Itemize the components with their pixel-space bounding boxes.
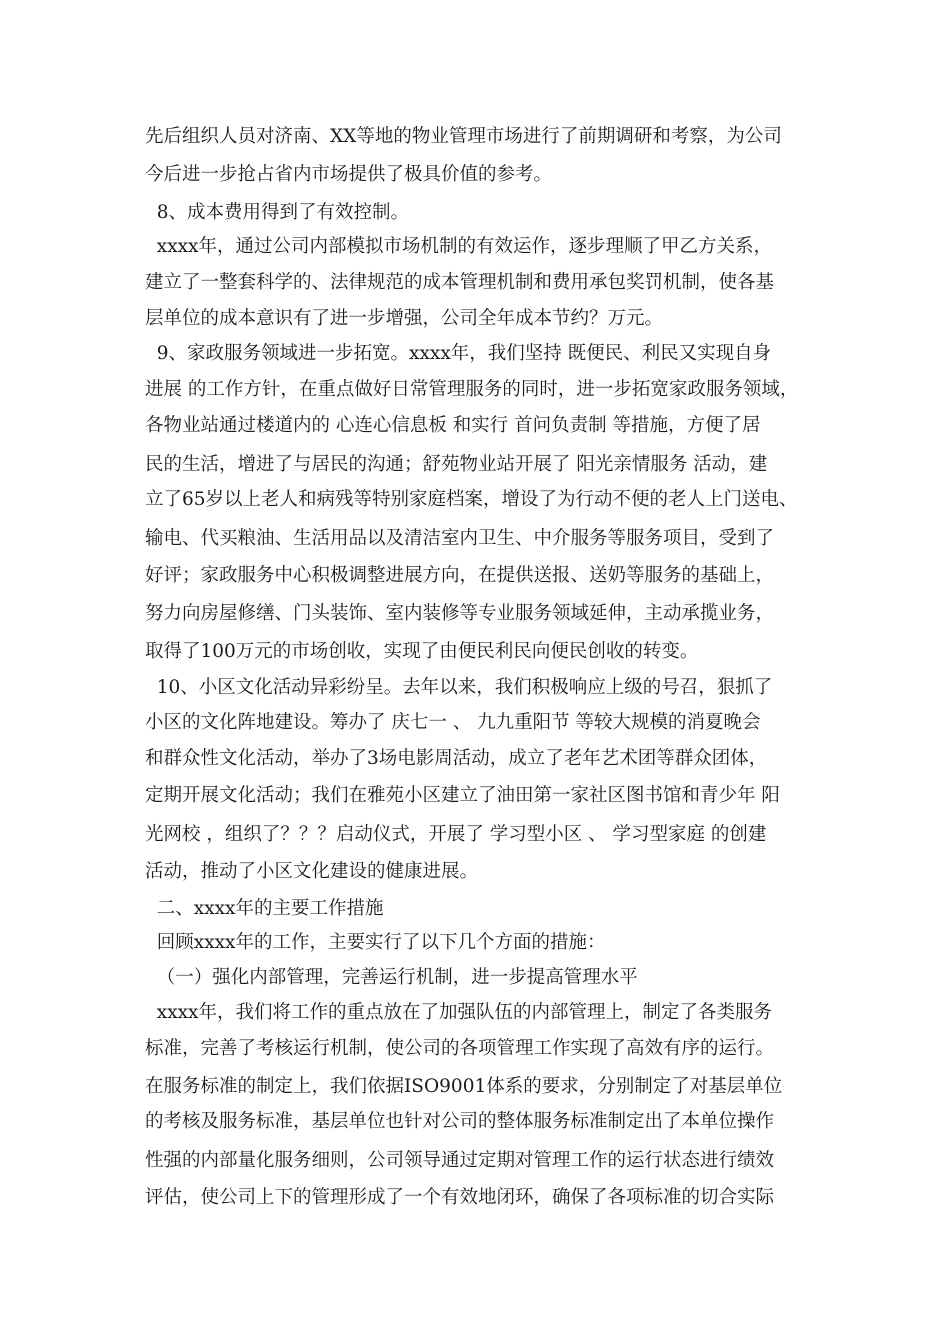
text-line: 在服务标准的制定上，我们依据ISO9001体系的要求，分别制定了对基层单位 — [145, 1076, 783, 1097]
text-line: 回顾xxxx年的工作，主要实行了以下几个方面的措施： — [145, 932, 606, 953]
text-line: 先后组织人员对济南、XX等地的物业管理市场进行了前期调研和考察，为公司 — [145, 126, 782, 147]
text-line: 民的生活，增进了与居民的沟通；舒苑物业站开展了 阳光亲情服务 活动，建 — [145, 454, 768, 475]
text-line: 定期开展文化活动；我们在雅苑小区建立了油田第一家社区图书馆和青少年 阳 — [145, 785, 780, 806]
text-line: 9、家政服务领域进一步拓宽。xxxx年，我们坚持 既便民、利民又实现自身 — [145, 343, 772, 364]
text-line: 10、小区文化活动异彩纷呈。去年以来，我们积极响应上级的号召，狠抓了 — [145, 677, 773, 698]
text-line: 好评；家政服务中心积极调整进展方向，在提供送报、送奶等服务的基础上， — [145, 565, 775, 586]
text-line: 层单位的成本意识有了进一步增强，公司全年成本节约？万元。 — [145, 308, 664, 329]
text-line: 标准，完善了考核运行机制，使公司的各项管理工作实现了高效有序的运行。 — [145, 1038, 775, 1059]
text-line: 今后进一步抢占省内市场提供了极具价值的参考。 — [145, 164, 553, 185]
text-line: 努力向房屋修缮、门头装饰、室内装修等专业服务领域延伸，主动承揽业务， — [145, 603, 775, 624]
text-line: 建立了一整套科学的、法律规范的成本管理机制和费用承包奖罚机制，使各基 — [145, 272, 775, 293]
text-line: 活动，推动了小区文化建设的健康进展。 — [145, 861, 479, 882]
text-line: 和群众性文化活动，举办了3场电影周活动，成立了老年艺术团等群众团体， — [145, 748, 768, 769]
text-line: 各物业站通过楼道内的 心连心信息板 和实行 首问负责制 等措施，方便了居 — [145, 415, 761, 436]
text-line: xxxx年，我们将工作的重点放在了加强队伍的内部管理上，制定了各类服务 — [145, 1002, 772, 1023]
section-heading: 二、xxxx年的主要工作措施 — [145, 898, 384, 919]
text-line: 进展 的工作方针，在重点做好日常管理服务的同时，进一步拓宽家政服务领域， — [145, 379, 799, 400]
text-line: 评估，使公司上下的管理形成了一个有效地闭环，确保了各项标准的切合实际 — [145, 1187, 775, 1208]
text-line: 立了65岁以上老人和病残等特别家庭档案，增设了为行动不便的老人上门送电、 — [145, 489, 798, 510]
text-line: 8、成本费用得到了有效控制。 — [145, 202, 410, 223]
subsection-heading: （一）强化内部管理，完善运行机制，进一步提高管理水平 — [145, 967, 638, 988]
text-line: 光网校 ，组织了？？？启动仪式，开展了 学习型小区 、 学习型家庭 的创建 — [145, 824, 767, 845]
text-line: 取得了100万元的市场创收，实现了由便民利民向便民创收的转变。 — [145, 641, 699, 662]
text-line: 的考核及服务标准，基层单位也针对公司的整体服务标准制定出了本单位操作 — [145, 1111, 775, 1132]
text-line: 性强的内部量化服务细则，公司领导通过定期对管理工作的运行状态进行绩效 — [145, 1150, 775, 1171]
text-line: 小区的文化阵地建设。筹办了 庆七一 、 九九重阳节 等较大规模的消夏晚会 — [145, 712, 761, 733]
text-line: xxxx年，通过公司内部模拟市场机制的有效运作，逐步理顺了甲乙方关系， — [145, 236, 772, 257]
text-line: 输电、代买粮油、生活用品以及清洁室内卫生、中介服务等服务项目，受到了 — [145, 528, 775, 549]
